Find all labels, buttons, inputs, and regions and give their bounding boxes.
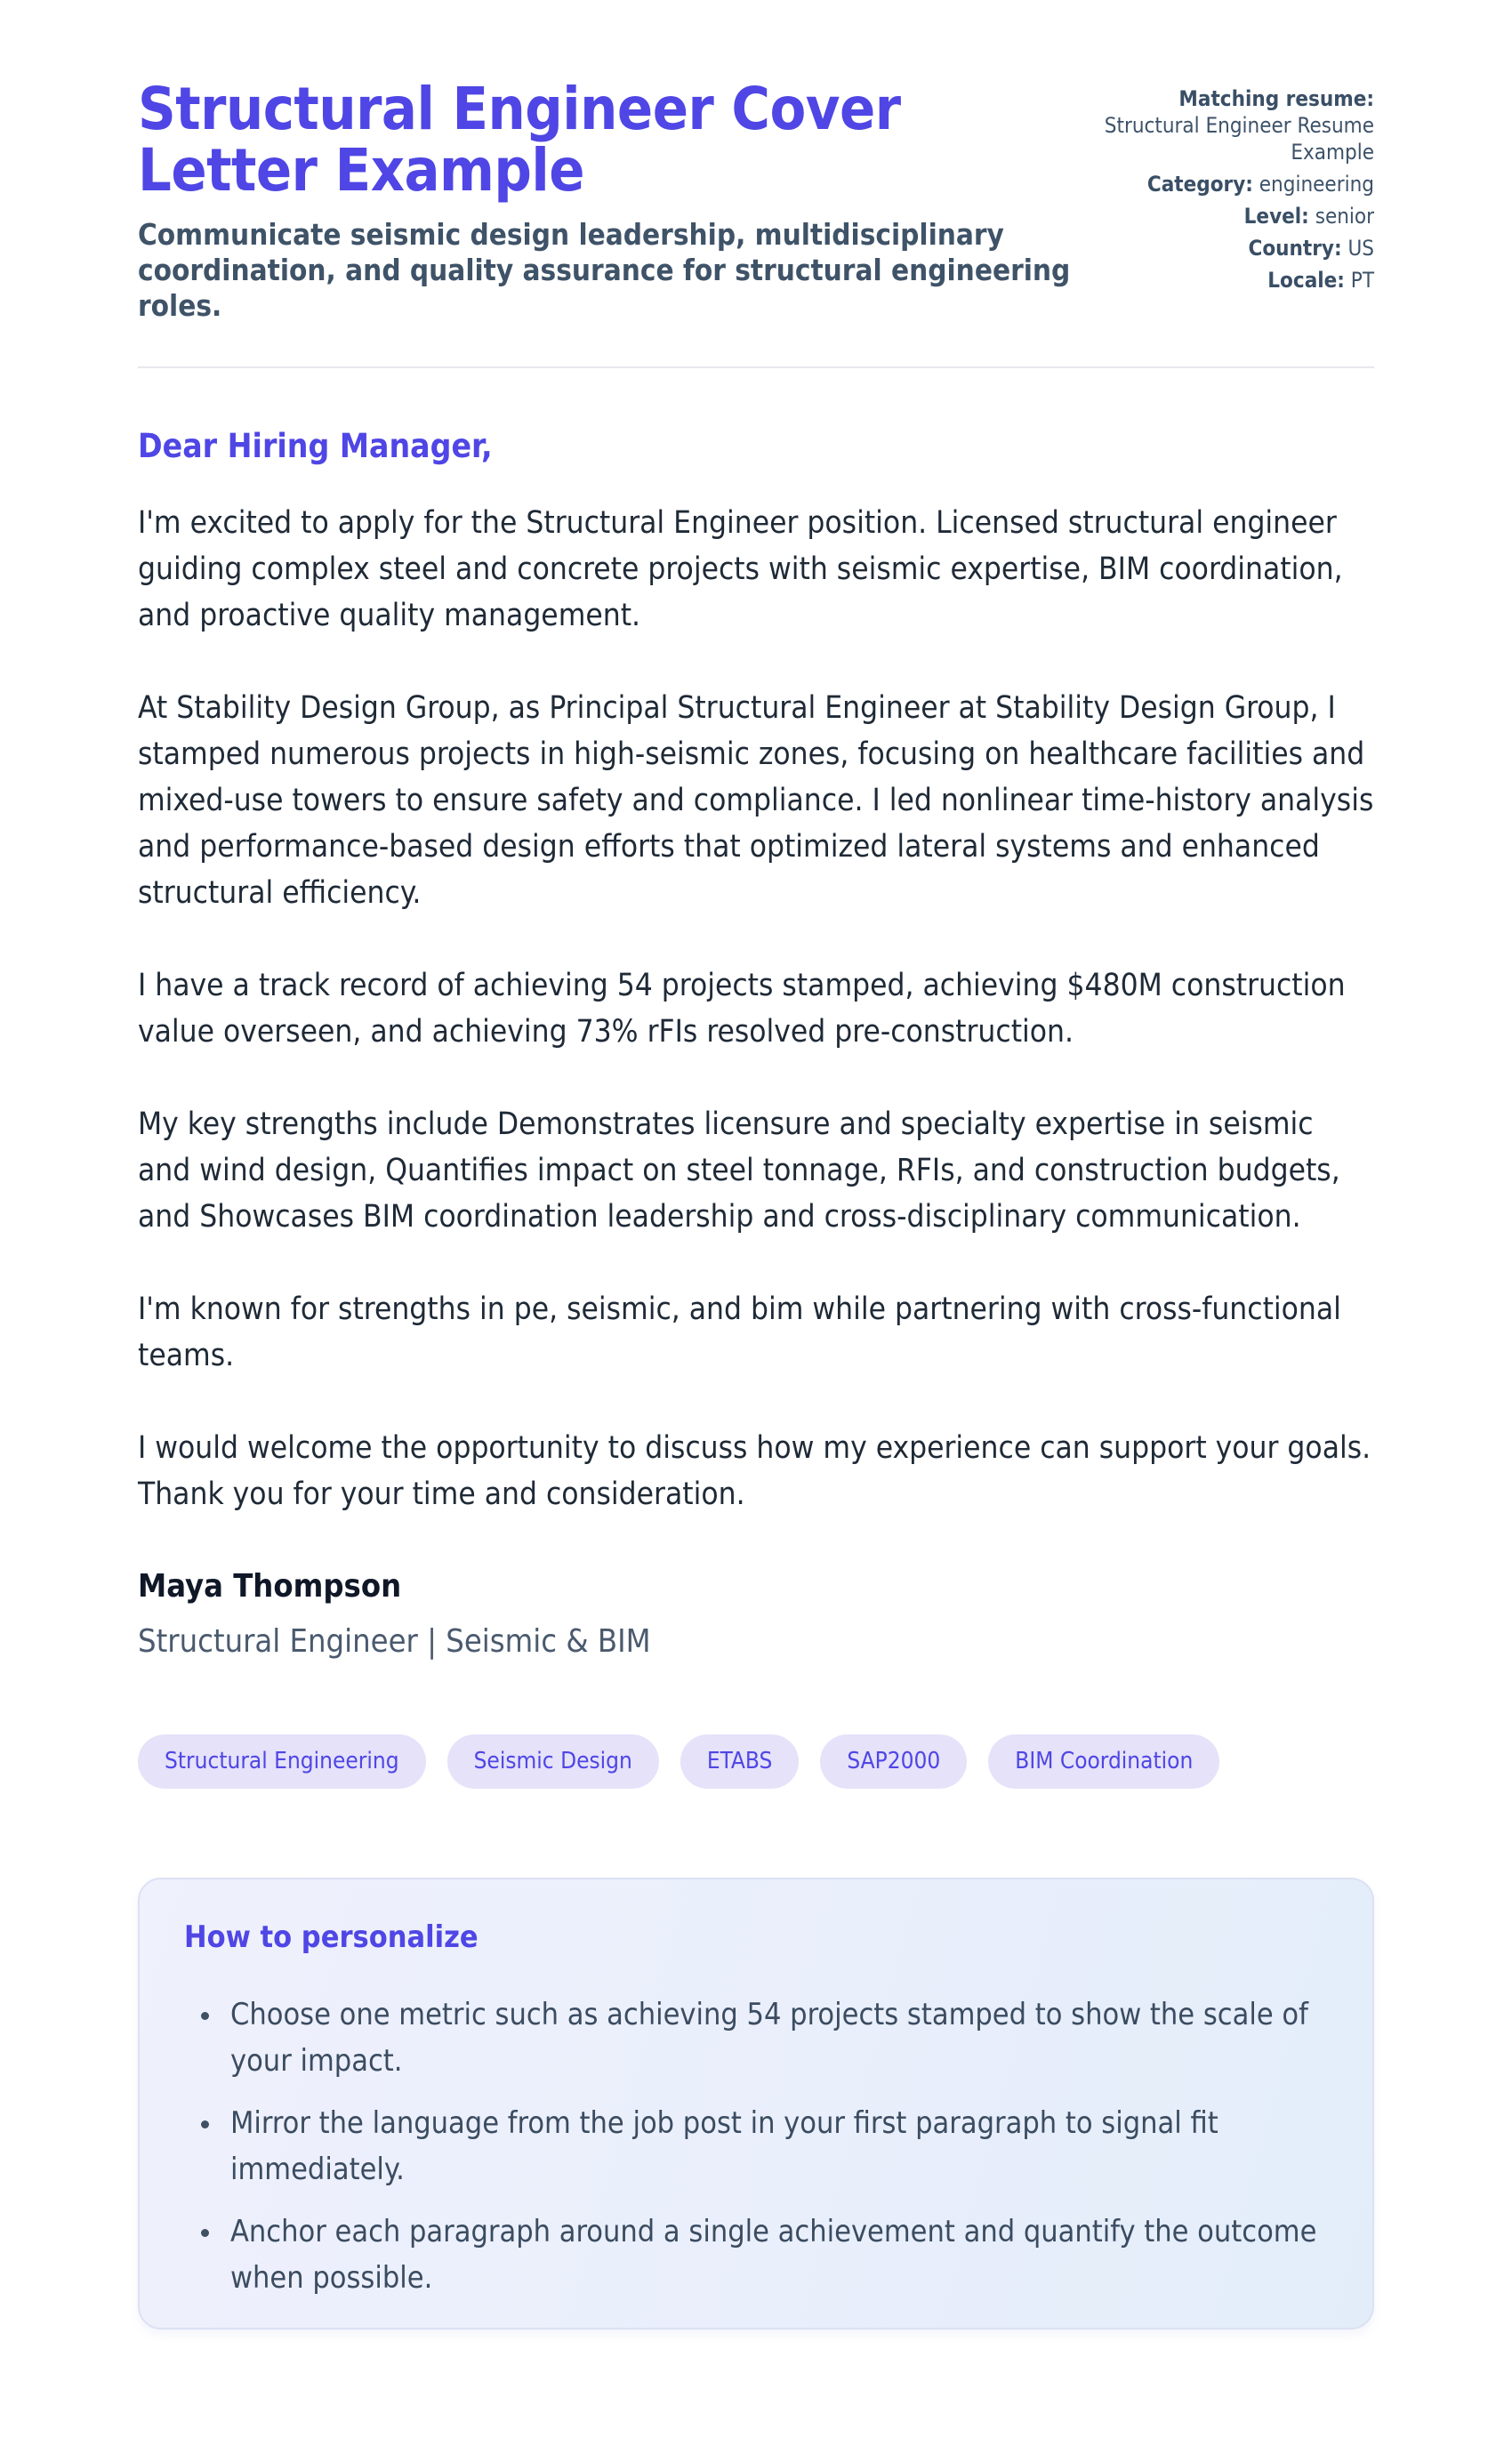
cover-letter-body — [138, 368, 1374, 1665]
meta-country — [1081, 235, 1374, 261]
skill-tag[interactable]: SAP2000 — [820, 1734, 967, 1789]
meta-category — [1081, 171, 1374, 197]
signature-name: Maya Thompson — [138, 1568, 402, 1605]
letter-paragraph: My key strengths include Demonstrates licensure and specialty expertise in seismic and wind design, Quantifies impact on steel tonnage, RFIs, and construction budgets, and Showcases BIM coordination leadership and cross-disciplinary communication. — [138, 1106, 1340, 1235]
resume-meta-panel — [1081, 78, 1374, 299]
skill-tag-list — [138, 1734, 1374, 1789]
meta-level-label: Level: — [1243, 204, 1309, 229]
personalize-tip-list — [184, 1991, 1328, 2301]
personalize-tip: • Choose one metric such as achieving 54 projects stamped to show the scale of your impact. — [223, 1991, 1324, 2084]
meta-locale — [1081, 267, 1374, 294]
meta-country-value: US — [1347, 236, 1374, 261]
personalize-heading: How to personalize — [184, 1919, 479, 1955]
page-title: Structural Engineer Cover Letter Example — [138, 75, 901, 205]
personalize-tip: • Anchor each paragraph around a single achievement and quantify the outcome when possible. — [223, 2209, 1324, 2301]
skill-tag[interactable]: BIM Coordination — [988, 1734, 1219, 1789]
meta-locale-value: PT — [1350, 268, 1374, 293]
page-header — [138, 75, 1374, 324]
letter-paragraph: I'm excited to apply for the Structural Engineer position. Licensed structural engineer guiding complex steel and concrete projects with seismic expertise, BIM coordination, and proactive quality management. — [138, 505, 1343, 633]
signature-title: Structural Engineer | Seismic & BIM — [138, 1623, 651, 1660]
meta-category-label: Category: — [1146, 172, 1253, 197]
personalize-callout — [138, 1878, 1374, 2329]
page-subtitle: Communicate seismic design leadership, multidisciplinary coordination, and quality assurance for structural engineering roles. — [138, 217, 1071, 323]
letter-paragraph: I have a track record of achieving 54 projects stamped, achieving $480M construction value overseen, and achieving 73% rFIs resolved pre-construction. — [138, 968, 1346, 1050]
meta-locale-label: Locale: — [1267, 268, 1345, 293]
meta-country-label: Country: — [1248, 236, 1342, 261]
letter-paragraph: I would welcome the opportunity to discuss how my experience can support your goals. Thank you for your time and consideration. — [138, 1430, 1371, 1512]
meta-matching-resume — [1081, 85, 1374, 165]
meta-matching-resume-label: Matching resume: — [1178, 86, 1374, 111]
meta-level-value: senior — [1315, 204, 1374, 229]
meta-level — [1081, 203, 1374, 229]
meta-matching-resume-value: Structural Engineer Resume Example — [1104, 113, 1374, 165]
letter-greeting: Dear Hiring Manager, — [138, 427, 493, 465]
signature-block — [138, 1564, 1374, 1665]
letter-paragraph: I'm known for strengths in pe, seismic, and bim while partnering with cross-functional teams. — [138, 1291, 1341, 1373]
skill-tag[interactable]: Seismic Design — [447, 1734, 659, 1789]
skill-tag[interactable]: Structural Engineering — [138, 1734, 426, 1789]
skill-tag[interactable]: ETABS — [680, 1734, 799, 1789]
header-title-block — [138, 75, 1081, 324]
personalize-tip: • Mirror the language from the job post in your first paragraph to signal fit immediately. — [223, 2100, 1324, 2193]
meta-category-value: engineering — [1259, 172, 1374, 197]
letter-paragraph: At Stability Design Group, as Principal Structural Engineer at Stability Design Group, I stamped numerous projects in high-seismic zones, focusing on healthcare facilities and mixed-use towers to ensure safety and compliance. I led nonlinear time-history analysis and performance-based design efforts that optimized lateral systems and enhanced structural efficiency. — [138, 690, 1374, 911]
